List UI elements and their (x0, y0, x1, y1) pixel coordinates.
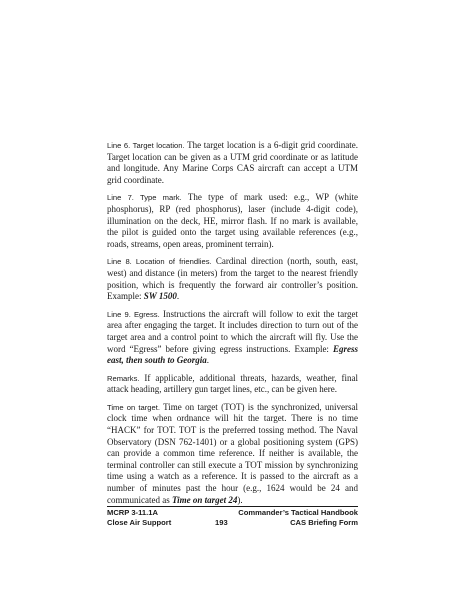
paragraph-label: Line 9. Egress. (107, 309, 160, 319)
paragraph-label: Remarks. (107, 373, 140, 383)
paragraph-remarks (107, 373, 358, 396)
footer-section: Close Air Support (107, 518, 172, 527)
example-text: Time on target 24 (171, 494, 238, 505)
paragraph-line-8 (107, 256, 358, 302)
footer-book-title: Commander’s Tactical Handbook (238, 508, 358, 517)
paragraph-text: If applicable, additional threats, hazards, weather, final attack heading, artillery gun target lines, etc., can be given here. (107, 372, 358, 395)
footer-chapter: CAS Briefing Form (290, 518, 358, 527)
paragraph-label: Time on target. (107, 402, 160, 412)
paragraph-text: Time on target (TOT) is the synchronized, universal clock time when ordnance will hit the target. There is no time “HACK” for TOT. TOT is the preferred tossing method. The Naval Observatory (DSN 762-1401) or a global positioning system (GPS) can provide a common time reference. If neither is available, the terminal controller can still execute a TOT mission by synchronizing time using a watch as a reference. It is passed to the aircraft as a number of minutes past the hour (e.g., 1624 would be 24 and communicated as (107, 401, 358, 505)
paragraph-text: The target location is a 6-digit grid coordinate. Target location can be given as a UTM grid coordinate or as latitude and longitude. Any Marine Corps CAS aircraft can accept a UTM grid coordinate. (107, 140, 358, 185)
example-text: SW 1500 (143, 291, 177, 302)
paragraph-line-9 (107, 309, 358, 367)
paragraph-line-6 (107, 140, 358, 186)
paragraph-time-on-target (107, 402, 358, 506)
paragraph-line-7 (107, 192, 358, 250)
paragraph-end: . (206, 355, 210, 366)
paragraph-label: Line 6. Target location. (107, 141, 185, 150)
paragraph-text: Instructions the aircraft will follow to exit the target area after engaging the target. It includes direction to turn out of the target area and a control point to which the aircraft will fly. Use the word “Egress” before giving egress instructions. Example: (107, 308, 359, 354)
example-text: Egress east, then south to Georgia (107, 343, 358, 366)
paragraph-label: Line 8. Location of friendlies. (107, 257, 212, 267)
page-body (107, 140, 358, 512)
paragraph-text: The type of mark used: e.g., WP (white phosphorus), RP (red phosphorus), laser (include 4-digit code), illumination on the deck, HE, mirror flash. If no mark is available, the pilot is guided onto the target using available references (e.g., roads, streams, open areas, prominent terrain). (107, 192, 358, 249)
paragraph-end: . (176, 291, 180, 302)
footer-doc-id: MCRP 3-11.1A (107, 508, 158, 517)
paragraph-end: ). (237, 494, 243, 505)
footer-page-number: 193 (215, 518, 228, 527)
paragraph-label: Line 7. Type mark. (107, 193, 182, 203)
footer-divider (107, 506, 358, 507)
paragraph-text: Cardinal direction (north, south, east, west) and distance (in meters) from the target to the nearest friendly position, which is frequently the forward air controller’s position. Example: (107, 256, 358, 302)
